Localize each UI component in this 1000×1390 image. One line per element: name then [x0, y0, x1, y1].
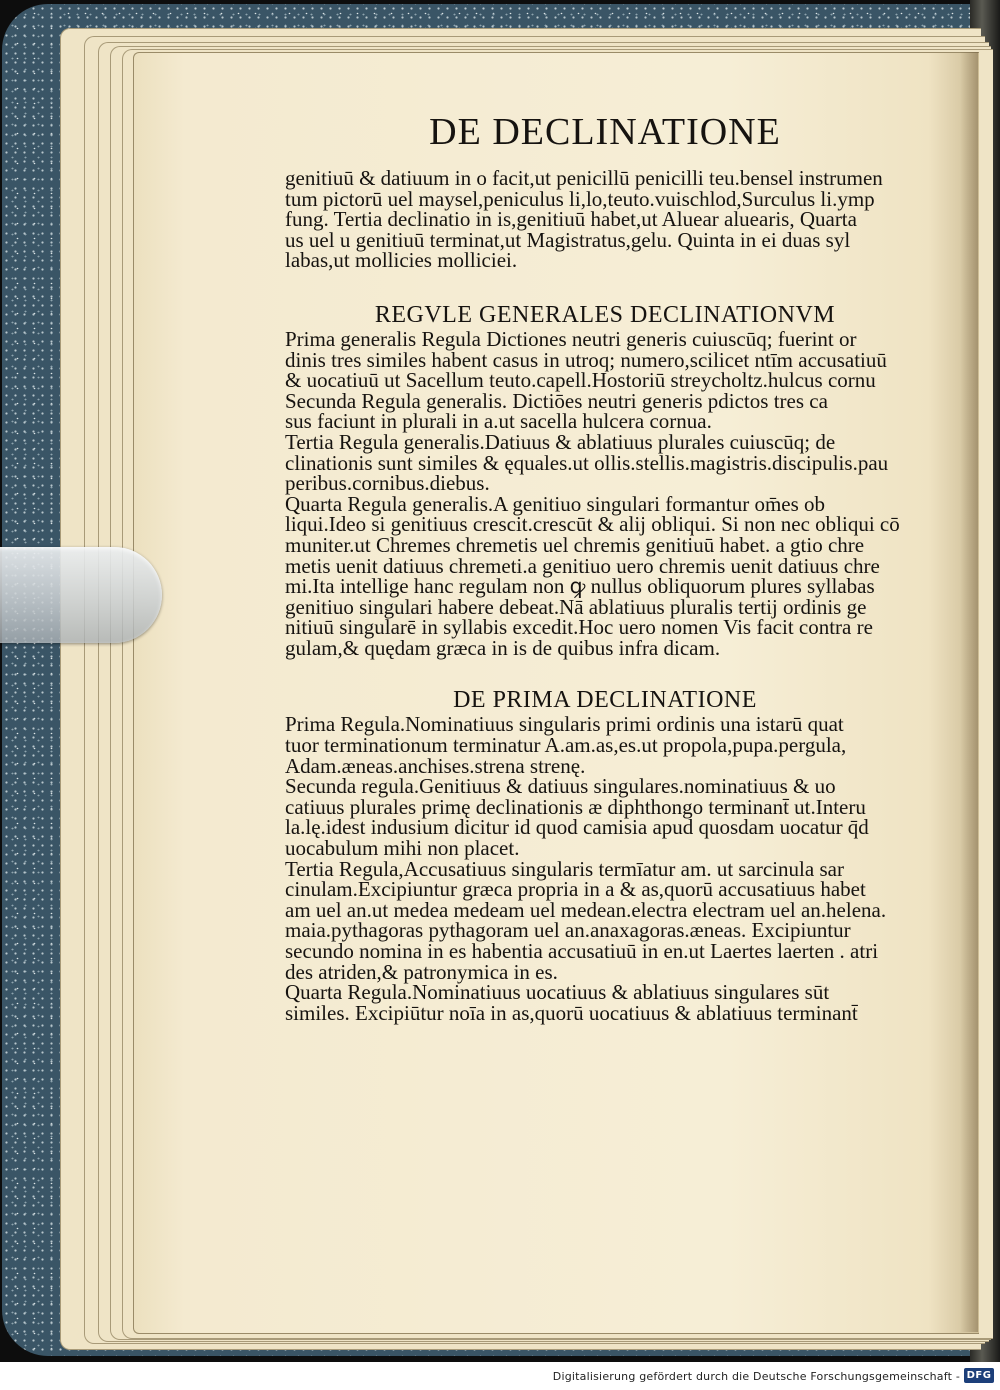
- funding-notice: Digitalisierung gefördert durch die Deutsche Forschungsgemeinschaft -: [552, 1370, 960, 1383]
- text-line: genitiuo singulari habere debeat.Nā ablatiuus pluralis tertij ordinis ge: [285, 594, 867, 619]
- text-line: liqui.Ideo si genitiuus crescit.crescūt & alij obliqui. Si non nec obliqui cō: [285, 512, 900, 537]
- text-block-de-prima-declinatione: [285, 686, 925, 1023]
- text-line: fung. Tertia declinatio in is,genitiuū habet,ut Aluear aluearis, Quarta: [285, 207, 857, 232]
- text-line: & uocatiuū ut Sacellum teuto.capell.Hostoriū streycholtz.hulcus cornu: [285, 368, 876, 393]
- text-line: am uel an.ut medea medeam uel medean.electra electram uel an.helena.: [285, 897, 887, 922]
- text-line: tum pictorū uel maysel,peniculus li,lo,teuto.vuischlod,Surculus li.ymp: [285, 186, 875, 211]
- text-line: muniter.ut Chremes chremetis uel chremis genitiuū habet. a gtio chre: [285, 532, 865, 557]
- text-block-regule-generales: [285, 301, 925, 659]
- text-line: tuor terminationum terminatur A.am.as,es.ut propola,pupa.pergula,: [285, 733, 847, 758]
- text-line: Secunda Regula generalis. Dictiōes neutri generis pdictos tres ca: [285, 388, 828, 413]
- text-line: Secunda regula.Genitiuus & datiuus singulares.nominatiuus & uo: [285, 774, 836, 799]
- text-line: Tertia Regula,Accusatiuus singularis termīatur am. ut sarcinula sar: [285, 856, 844, 881]
- text-line: la.lę.idest indusium dicitur id quod camisia apud quosdam uocatur q̄d: [285, 815, 869, 840]
- text-line: Prima generalis Regula Dictiones neutri generis cuiuscūq; fuerint or: [285, 326, 857, 351]
- text-line: maia.pythagoras pythagoram uel an.anaxagoras.æneas. Excipiuntur: [285, 918, 851, 943]
- text-line: secundo nomina in es habentia accusatiuū in en.ut Laertes laerten . atri: [285, 939, 879, 963]
- text-line: genitiuū & datiuum in o facit,ut penicillū penicilli teu.bensel instrumen: [285, 166, 883, 190]
- text-line: Tertia Regula generalis.Datiuus & ablatiuus plurales cuiuscūq; de: [285, 429, 836, 454]
- text-line: catiuus plurales primę declinationis æ diphthongo terminant̄ ut.Interu: [285, 794, 866, 819]
- text-block-intro: [285, 168, 925, 271]
- text-line: similes. Excipiūtur noīa in as,quorū uocatiuus & ablatiuus terminant̄: [285, 1000, 858, 1025]
- text-line: sus faciunt in plurali in a.ut sacella hulcera cornua.: [285, 409, 712, 434]
- dfg-logo-text: DFG: [966, 1370, 992, 1381]
- text-line: Adam.æneas.anchises.strena strenę.: [285, 753, 586, 778]
- text-line: Quarta Regula.Nominatiuus uocatiuus & ablatiuus singulares sūt: [285, 980, 830, 1005]
- text-line: dinis tres similes habent casus in utroq; numero,scilicet ntīm accusatiuū: [285, 347, 887, 372]
- text-line: labas,ut mollicies molliciei.: [285, 248, 518, 273]
- text-line: cinulam.Excipiuntur græca propria in a & as,quorū accusatiuus habet: [285, 877, 866, 902]
- dfg-logo: [964, 1368, 994, 1383]
- footer-bar: [0, 1362, 1000, 1390]
- page-gutter-shadow: [960, 52, 978, 1332]
- page-marker-clip: [0, 547, 162, 643]
- text-line: peribus.cornibus.diebus.: [285, 471, 490, 496]
- text-line: mi.Ita intellige hanc regulam non ꝙ nullus obliquorum plures syllabas: [285, 574, 875, 599]
- text-line: clinationis sunt similes & ęquales.ut ollis.stellis.magistris.discipulis.pau: [285, 450, 889, 475]
- text-line: us uel u genitiuū terminat,ut Magistratus,gelu. Quinta in ei duas syl: [285, 227, 851, 252]
- section-heading: REGVLE GENERALES DECLINATIONVM: [374, 301, 836, 328]
- text-line: metis uenit datiuus chremeti.a genitiuo uero chremis uenit datiuus chre: [285, 553, 880, 578]
- section-heading: DE PRIMA DECLINATIONE: [453, 687, 757, 714]
- text-line: nitiuū singularē in syllabis excedit.Hoc uero nomen Vis facit contra re: [285, 615, 873, 640]
- text-line: Prima Regula.Nominatiuus singularis primi ordinis una istarū quat: [285, 712, 844, 737]
- text-line: des atriden,& patronymica in es.: [285, 959, 558, 984]
- text-line: gulam,& quędam græca in is de quibus infra dicam.: [285, 635, 721, 660]
- page-text: [285, 100, 925, 1023]
- text-line: uocabulum mihi non placet.: [285, 836, 520, 861]
- text-line: Quarta Regula generalis.A genitiuo singulari formantur om̄es ob: [285, 491, 826, 516]
- page-title: DE DECLINATIONE: [429, 111, 781, 153]
